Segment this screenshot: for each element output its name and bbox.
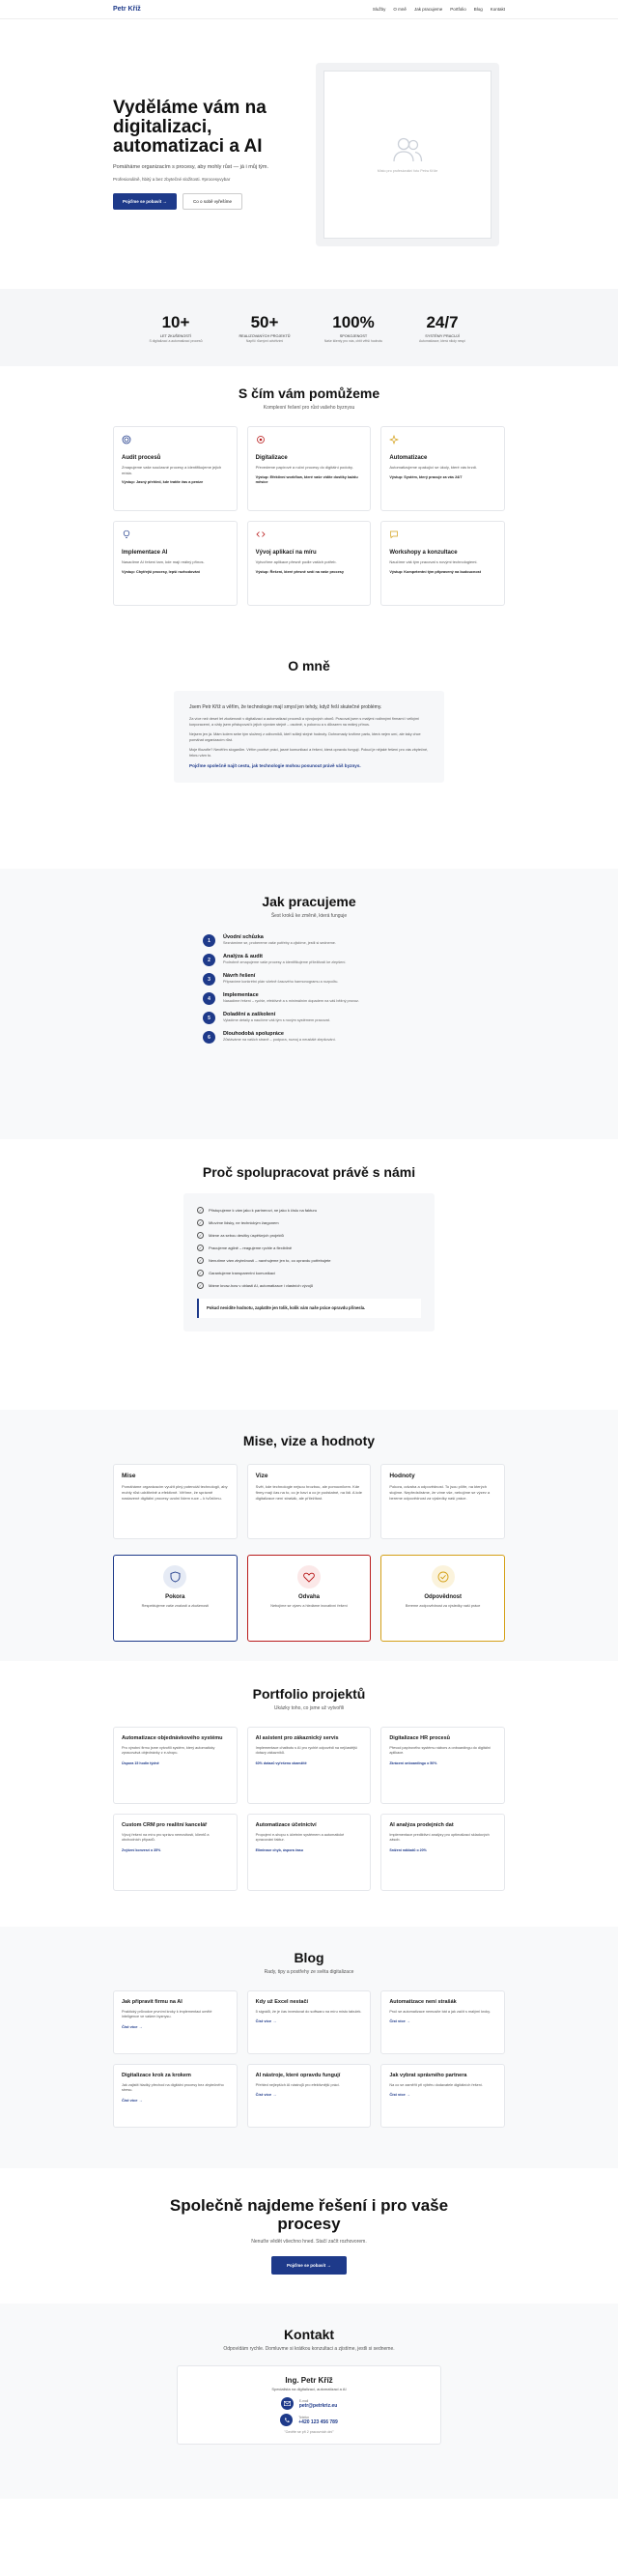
- stats-bar: [0, 289, 618, 366]
- card-output: Výstup: Řešení, které přesně sedí na vaše procesy: [255, 569, 345, 574]
- step-title: Doladění a zaškolení: [223, 1012, 276, 1017]
- stat-desc: Napříč různými odvětvími: [245, 338, 284, 343]
- card-title: Workshopy a konzultace: [389, 550, 458, 556]
- step-title: Dlouhodobá spolupráce: [223, 1031, 284, 1037]
- vision-card-desc: Svět, kde technologie nejsou hrozbou, ale pomocníkem. Kde firmy mají čas na to, co je baví a co je podstatné, na lidi. A kde digitalizace není strašák, ale příležitost.: [255, 1484, 362, 1501]
- why-item: [197, 1270, 421, 1276]
- card-title: Audit procesů: [122, 455, 161, 461]
- services-section: [0, 366, 618, 637]
- about-paragraph: Za více než deset let zkušeností v digitalizaci a automatizaci procesů a vývojových oborů. Pracoval jsem s malými rodinnými firmami i velkými korporacemi, a vždy jsem přistupoval k jejich výzvám stejně – osobně, s pokorou a s důrazem na reálný přínos.: [189, 717, 420, 727]
- users-icon: [391, 136, 424, 163]
- values-card-title: Hodnoty: [389, 1473, 415, 1479]
- stat-number: 50+: [250, 312, 279, 331]
- stat-desc: S digitalizací a automatizací procesů: [149, 338, 203, 343]
- process-subtitle: Šest kroků ke změně, která funguje: [270, 913, 348, 919]
- mission-card-desc: Pomáháme organizacím využít plný potenciál technologií, aby mohly růst udržitelně a efektivně. Věříme, že správně nastavené digitální procesy uvolní lidem ruce – k tvůrčímu.: [122, 1484, 228, 1501]
- stat-label: SYSTÉMY PRACUJÍ: [425, 333, 460, 338]
- service-card-apps: [247, 521, 372, 606]
- post-excerpt: Praktický průvodce prvními kroky k implementaci umělé inteligence ve vašem byznysu.: [122, 2009, 212, 2019]
- portfolio-card[interactable]: [247, 1727, 372, 1804]
- stat-uptime: [407, 313, 477, 343]
- mission-section: [0, 1410, 618, 1661]
- card-title: Digitalizace: [255, 455, 288, 461]
- mission-title: Mise, vize a hodnoty: [242, 1433, 376, 1448]
- services-subtitle: Komplexní řešení pro růst vašeho byznysu: [263, 405, 355, 411]
- why-text: Nenutíme vám zbytečnosti – navrhujeme jen to, co opravdu potřebujete: [209, 1258, 331, 1263]
- why-text: Máme za sebou desítky úspěšných projektů: [209, 1233, 284, 1238]
- why-box: [183, 1193, 435, 1331]
- contact-phone-row[interactable]: [191, 2414, 427, 2426]
- about-box: [174, 691, 444, 783]
- project-result: Zvýšení konverzí o 35%: [122, 1847, 161, 1852]
- contact-role: Specialista na digitalizaci, automatizaci a AI: [271, 2387, 347, 2391]
- check-icon: ✓: [198, 1283, 203, 1288]
- post-excerpt: Přehled nejlepších AI nástrojů pro efektivnější práci.: [255, 2082, 340, 2087]
- nav-link-sluzby[interactable]: Služby: [372, 7, 386, 12]
- value-title: Pokora: [165, 1594, 185, 1600]
- step-number: 5: [203, 1012, 215, 1024]
- check-icon: ✓: [198, 1258, 203, 1263]
- card-title: Implementace AI: [122, 550, 168, 556]
- process-title: Jak pracujeme: [262, 894, 356, 909]
- portfolio-card[interactable]: [247, 1814, 372, 1891]
- hero-section: [0, 19, 618, 289]
- card-desc: Vytvoříme aplikace přesně podle vašich potřeb.: [255, 559, 337, 564]
- contact-note: "Ozvěte se při 2 pracovních dní": [284, 2430, 334, 2434]
- check-icon: ✓: [198, 1220, 203, 1225]
- step-title: Návrh řešení: [223, 973, 256, 979]
- stat-satisfaction: [319, 313, 388, 343]
- process-step: [203, 934, 415, 947]
- project-title: Digitalizace HR procesů: [389, 1735, 450, 1741]
- project-result: Zkrácení onboardingu o 50%: [389, 1760, 437, 1765]
- check-icon: ✓: [198, 1245, 203, 1250]
- vision-card: [247, 1464, 372, 1539]
- about-section: [0, 637, 618, 869]
- stat-projects: [230, 313, 299, 343]
- portfolio-title: Portfolio projektů: [252, 1686, 366, 1702]
- contact-name: Ing. Petr Kříž: [285, 2376, 333, 2385]
- photo-placeholder: [323, 71, 492, 239]
- about-paragraph: Moje filozofie? Nevěřím sloganům. Věřím poctivé práci, jasné komunikaci a řešení, která opravdu fungují. Pokud je nějaké řešení pro vás zbytečné, řeknu vám to.: [189, 748, 429, 758]
- why-item: [197, 1245, 421, 1251]
- blog-card[interactable]: [113, 1990, 238, 2054]
- blog-grid: [113, 1990, 505, 2128]
- read-more-link[interactable]: Číst více →: [255, 2018, 277, 2024]
- card-output: Výstup: Efektivní workflow, které vaše vidíte dostiky každu měsíce: [255, 474, 358, 484]
- project-desc: Implementace prediktivní analýzy pro optimalizaci skladových zásob.: [389, 1832, 490, 1843]
- top-nav: [0, 0, 618, 19]
- post-excerpt: 5 signálů, že je čas investovat do softwaru na míru místo tabulek.: [255, 2009, 362, 2014]
- why-text: Garantujeme transparentní komunikaci: [209, 1271, 275, 1275]
- stat-desc: Naše klienty pro nás, chtít větší hodnotu: [323, 338, 383, 343]
- values-card-desc: Pokora, odvaha a odpovědnost. To jsou pilíře, na kterých stojíme. Nepředstíráme, že víme vše, nebojíme se výzev a bereme odpovědnost za výsledky naší práce.: [389, 1484, 491, 1501]
- card-title: Vývoj aplikací na míru: [255, 550, 317, 556]
- sparkle-icon: [389, 435, 399, 444]
- cta-section: [0, 2168, 618, 2304]
- about-paragraph: Nejsem jen já. Mám kolem sebe tým složený z odborníků, kteří sdílejí stejné hodnoty. Dohromady tvoříme partu, která nejen umí, ale taky chce pomáhat organizacím růst.: [189, 732, 421, 742]
- card-desc: Automatizujeme opakující se úkoly, které vás brzdí.: [389, 465, 478, 470]
- stat-desc: Automatizace, která nikdy nespí: [418, 338, 466, 343]
- about-title: O mně: [288, 658, 330, 673]
- project-desc: Implementace chatbotu s AI pro rychlé odpovědi na nejčastější dotazy zákazníků.: [255, 1745, 357, 1756]
- phone-icon: [280, 2414, 293, 2426]
- read-more-link[interactable]: Číst více →: [255, 2092, 277, 2098]
- card-desc: Naučíme váš tým pracovat s novými technologiemi.: [389, 559, 478, 564]
- blog-section: [0, 1927, 618, 2168]
- process-steps: [203, 934, 415, 1044]
- process-step: [203, 954, 415, 966]
- nav-link-portfolio[interactable]: Portfolio: [450, 7, 466, 12]
- step-title: Implementace: [223, 992, 259, 998]
- mission-cards: [113, 1464, 505, 1539]
- target-icon: [122, 435, 131, 444]
- project-title: Automatizace objednávkového systému: [122, 1735, 223, 1741]
- post-excerpt: Jak zajistit hladký přechod na digitální procesy bez zbytečného stresu.: [122, 2082, 224, 2093]
- services-title: S čím vám pomůžeme: [238, 386, 380, 401]
- post-title: Jak vybrat správného partnera: [389, 2073, 467, 2078]
- project-desc: Převod papírového systému nábors a onboardingu do digitální aplikace.: [389, 1745, 492, 1756]
- value-title: Odpovědnost: [424, 1594, 462, 1600]
- service-card-ai: [113, 521, 238, 606]
- check-icon: ✓: [198, 1271, 203, 1275]
- mission-card: [113, 1464, 238, 1539]
- blog-card[interactable]: [247, 1990, 372, 2054]
- why-section: [0, 1139, 618, 1410]
- heart-icon: [297, 1565, 321, 1589]
- post-excerpt: Proč se automatizace nemusíte bát a jak začít s malými kroky.: [389, 2009, 491, 2014]
- stat-experience: [141, 313, 211, 343]
- step-desc: Zůstáváme na vašich straně – podpora, rozvoj a neustálé zlepšování.: [223, 1038, 336, 1042]
- cta-subtitle: Nenuťte vědět všechno hned. Stačí začít rozhovorem.: [251, 2239, 367, 2246]
- value-cards: [113, 1555, 505, 1642]
- stat-label: SPOKOJENOST: [339, 333, 368, 338]
- why-item: [197, 1219, 421, 1226]
- post-title: Digitalizace krok za krokem: [122, 2073, 191, 2078]
- hero-buttons: [113, 193, 277, 210]
- process-step: [203, 992, 415, 1005]
- why-item: [197, 1282, 421, 1289]
- check-circle-icon: [432, 1565, 455, 1589]
- contact-email-row[interactable]: [191, 2397, 427, 2410]
- why-item: [197, 1207, 421, 1214]
- card-desc: Převedeme papírové a ruční procesy do digitální podoby.: [255, 465, 353, 470]
- value-desc: Bereme zodpovědnost za výsledky naší práce: [405, 1604, 481, 1608]
- photo-caption: Místo pro profesionální foto Petra Kříže: [377, 168, 438, 173]
- card-output: Výstup: Jasný přehled, kde tratíte čas a peníze: [122, 480, 204, 485]
- service-card-workshops: [380, 521, 505, 606]
- nav-link-jak-pracujeme[interactable]: Jak pracujeme: [413, 7, 443, 12]
- hero-tagline: Profesionálně, hbitý a bez zbytečné složitosti. #procesyvybar: [113, 177, 231, 183]
- read-more-link[interactable]: Číst více →: [122, 2023, 143, 2029]
- stat-number: 100%: [332, 312, 375, 331]
- blog-subtitle: Rady, tipy a postřehy ze světa digitalizace: [264, 1969, 354, 1975]
- nav-link-kontakt[interactable]: Kontakt: [490, 7, 505, 12]
- card-output: Výstup: Chytřejší procesy, lepší rozhodování: [122, 569, 200, 574]
- process-step: [203, 1012, 415, 1024]
- post-title: Kdy už Excel nestačí: [255, 1999, 309, 2005]
- stat-number: 24/7: [426, 312, 459, 331]
- about-highlight: Pojďme společně najít cestu, jak technologie mohou posunout právě váš byznys.: [189, 763, 361, 768]
- blog-card[interactable]: [247, 2064, 372, 2128]
- process-section: [0, 869, 618, 1139]
- why-item: [197, 1232, 421, 1239]
- step-desc: Připravíme konkrétní plán včetně časového harmonogramu a rozpočtu.: [223, 980, 339, 984]
- card-output: Výstup: Kompetentní tým připravený na budoucnost: [389, 569, 482, 574]
- shield-icon: [163, 1565, 186, 1589]
- value-title: Odvaha: [297, 1594, 320, 1600]
- project-desc: Vývoj řešení na míru pro správu nemovitostí, klientů a obchodních případů.: [122, 1832, 210, 1843]
- read-more-link[interactable]: Číst více →: [389, 2092, 410, 2098]
- hero-secondary-button[interactable]: Co o sobě vyřešíme: [183, 193, 242, 210]
- stat-label: LET ZKUŠENOSTÍ: [159, 333, 192, 338]
- post-excerpt: Na co se zaměřit při výběru dodavatele digitálních řešení.: [389, 2082, 483, 2087]
- values-card: [380, 1464, 505, 1539]
- portfolio-grid: [113, 1727, 505, 1891]
- process-step: [203, 973, 415, 986]
- step-number: 1: [203, 934, 215, 947]
- post-title: Automatizace není strašák: [389, 1999, 457, 2005]
- step-number: 6: [203, 1031, 215, 1044]
- code-icon: [256, 530, 266, 539]
- blog-title: Blog: [294, 1950, 324, 1965]
- card-desc: Zmapujeme vaše současné procesy a identifikujeme jejich místa.: [122, 465, 222, 475]
- portfolio-card[interactable]: [380, 1727, 505, 1804]
- portfolio-subtitle: Ukázky toho, co jsme už vytvořili: [273, 1705, 345, 1711]
- step-desc: Podrobně zmapujeme vaše procesy a identifikujeme příležitosti ke zlepšení.: [223, 960, 347, 964]
- mission-card-title: Mise: [122, 1473, 136, 1479]
- step-title: Analýza & audit: [223, 954, 263, 959]
- contact-section: [0, 2304, 618, 2499]
- hero-primary-button[interactable]: Pojďme se pobavit →: [113, 193, 177, 210]
- project-desc: Pro výrobní firmu jsme vytvořili systém, který automaticky zpracovává objednávky z e-shopu.: [122, 1745, 215, 1756]
- hero-subtitle: Pomáháme organizacím s procesy, aby mohly růst — já i můj tým.: [113, 163, 268, 170]
- stat-label: REALIZOVANÝCH PROJEKTŮ: [239, 333, 291, 338]
- about-lead: Jsem Petr Kříž a věřím, že technologie mají smysl jen tehdy, když řeší skutečné problémy.: [189, 704, 382, 710]
- process-step: [203, 1031, 415, 1044]
- why-text: Máme know-how v oblasti AI, automatizace i vlastních vývojů: [209, 1283, 314, 1288]
- contact-subtitle: Odpovídám rychle. Domluvme si krátkou konzultaci a zjistíme, jestli si sedneme.: [223, 2346, 395, 2352]
- service-card-audit: [113, 426, 238, 511]
- why-item: [197, 1257, 421, 1264]
- value-card-odpovednost: [380, 1555, 505, 1642]
- step-number: 3: [203, 973, 215, 986]
- project-title: AI asistent pro zákaznický servis: [255, 1735, 339, 1741]
- card-desc: Nasadíme AI řešení tam, kde mají reálný přínos.: [122, 559, 205, 564]
- portfolio-section: [0, 1661, 618, 1927]
- project-title: Automatizace účetnictví: [255, 1822, 317, 1828]
- phone-label: Telefon: [298, 2415, 310, 2419]
- nav-link-blog[interactable]: Blog: [473, 7, 483, 12]
- stat-number: 10+: [161, 312, 190, 331]
- email-value[interactable]: petr@petrkriz.eu: [298, 2402, 338, 2409]
- hero-text: [113, 99, 277, 211]
- portfolio-card[interactable]: [113, 1727, 238, 1804]
- why-title: Proč spolupracovat právě s námi: [202, 1164, 416, 1180]
- step-title: Úvodní schůzka: [223, 934, 264, 940]
- portfolio-card[interactable]: [113, 1814, 238, 1891]
- read-more-link[interactable]: Číst více →: [389, 2018, 410, 2024]
- hero-photo-frame: [316, 63, 499, 246]
- nav-links: [373, 7, 505, 12]
- project-result: Úspora 15 hodin týdně: [122, 1760, 159, 1765]
- cta-button[interactable]: Pojďme se pobavit →: [271, 2256, 347, 2275]
- value-card-pokora: [113, 1555, 238, 1642]
- contact-card: [177, 2365, 441, 2445]
- step-desc: Seznámíme se, probereme vaše potřeby a zjistíme, jestli si sedneme.: [223, 941, 336, 945]
- blog-card[interactable]: [380, 1990, 505, 2054]
- post-title: AI nástroje, které opravdu fungují: [255, 2073, 341, 2078]
- check-icon: ✓: [198, 1233, 203, 1238]
- mail-icon: [281, 2397, 294, 2410]
- value-card-odvaha: [247, 1555, 372, 1642]
- cta-title: Společně najdeme řešení i pro vaše procesy: [169, 2196, 449, 2233]
- card-title: Automatizace: [389, 455, 428, 461]
- service-card-automatizace: [380, 426, 505, 511]
- site-logo[interactable]: Petr Kříž: [113, 6, 141, 13]
- project-desc: Propojení e-shopu s účetním systémem a automatické zpracování faktur.: [255, 1832, 345, 1843]
- chat-icon: [389, 530, 399, 539]
- gear-icon: [256, 435, 266, 444]
- why-text: Přistupujeme k vám jako k partnerovi, ne jako k číslu na fakturu: [209, 1208, 318, 1213]
- hero-title: Vyděláme vám na digitalizaci, automatizaci a AI: [113, 97, 267, 157]
- step-desc: Vyladíme detaily a naučíme váš tým s novým systémem pracovat.: [223, 1018, 330, 1022]
- lightbulb-icon: [122, 530, 131, 539]
- value-desc: Nebojíme se výzev a hledáme inovativní řešení: [270, 1604, 348, 1608]
- contact-title: Kontakt: [283, 2327, 335, 2342]
- value-desc: Respektujeme vaše znalosti a zkušenosti: [141, 1604, 210, 1608]
- post-title: Jak připravit firmu na AI: [122, 1999, 183, 2005]
- project-result: Snížení nákladů o 20%: [389, 1847, 427, 1852]
- project-title: Custom CRM pro realitní kancelář: [122, 1822, 208, 1828]
- step-desc: Nasadíme řešení – rychle, efektivně a s minimálním dopadem na váš běžný provoz.: [223, 999, 359, 1003]
- phone-value[interactable]: +420 123 456 789: [298, 2419, 338, 2425]
- nav-link-o-mne[interactable]: O mně: [393, 7, 407, 12]
- why-text: Pracujeme agilně – reagujeme rychle a flexibilně: [209, 1245, 293, 1250]
- project-result: 60% dotazů vyřešeno okamžitě: [255, 1760, 307, 1765]
- blog-card[interactable]: [380, 2064, 505, 2128]
- project-title: AI analýza prodejních dat: [389, 1822, 454, 1828]
- blog-card[interactable]: [113, 2064, 238, 2128]
- step-number: 2: [203, 954, 215, 966]
- project-result: Eliminace chyb, úspora času: [255, 1847, 303, 1852]
- portfolio-card[interactable]: [380, 1814, 505, 1891]
- read-more-link[interactable]: Číst více →: [122, 2097, 143, 2103]
- step-number: 4: [203, 992, 215, 1005]
- why-text: Mluvíme lidsky, ne technickým žargonem: [209, 1220, 279, 1225]
- card-output: Výstup: Systém, který pracuje za vás 24/7: [389, 474, 463, 479]
- check-icon: ✓: [198, 1208, 203, 1213]
- service-card-digitalizace: [247, 426, 372, 511]
- vision-card-title: Vize: [255, 1473, 268, 1479]
- services-grid: [113, 426, 505, 606]
- email-label: E-mail: [298, 2398, 309, 2403]
- why-quote: Pokud nevidíte hodnotu, zaplatíte jen tolik, kolik vám naše práce opravdu přinesla.: [197, 1299, 421, 1318]
